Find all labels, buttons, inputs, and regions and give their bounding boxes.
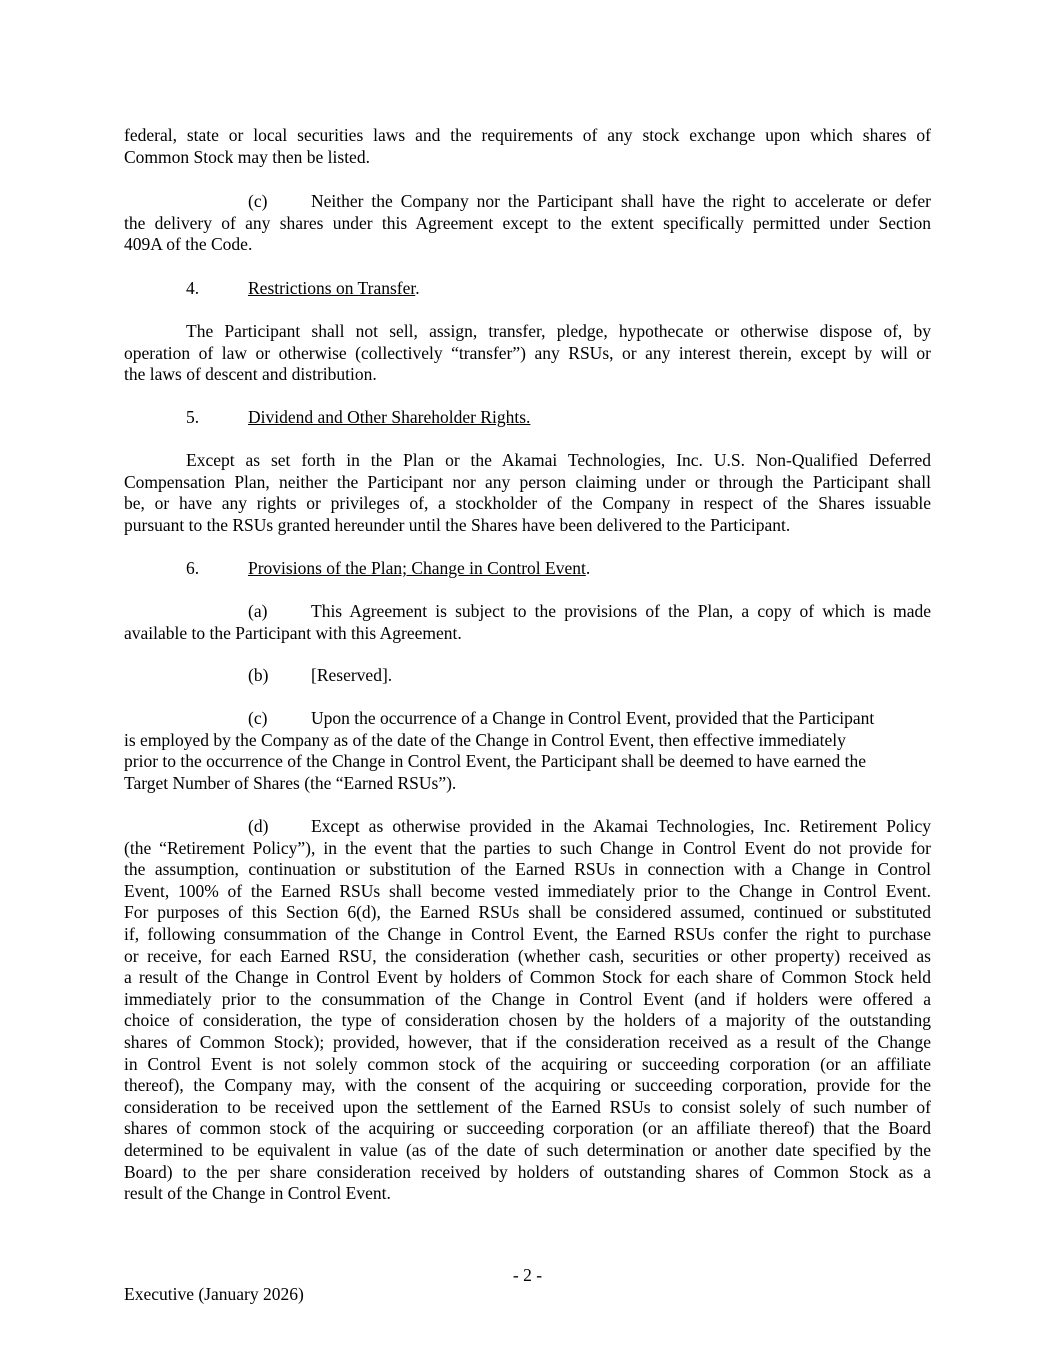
text-line: Target Number of Shares (the “Earned RSUs”). [124,772,457,793]
text-line: prior to the occurrence of the Change in Control Event, the Participant shall be deemed to have earned the [124,751,867,772]
text-line: determined to be equivalent in value (as of the date of such determination or another date specified by the [124,1139,931,1160]
text-line: immediately prior to the consummation of the Change in Control Event (and if holders were offered a [124,988,931,1009]
text-line: federal, state or local securities laws and the requirements of any stock exchange upon which shares of [124,125,931,145]
text-line: in Control Event is not solely common stock of the acquiring or succeeding corporation (or an affiliate [124,1053,931,1074]
text-line: or receive, for each Earned RSU, the consideration (whether cash, securities or other property) received as [124,945,931,966]
section-number: 6. [186,558,200,578]
text-line: Upon the occurrence of a Change in Control Event, provided that the Participant [311,708,875,728]
text-line: the delivery of any shares under this Agreement except to the extent specifically permitted under Section [124,212,931,233]
subsection-label: (b) [248,665,269,685]
subsection-label: (a) [248,601,268,621]
paragraph-section-4-body [124,321,931,386]
paragraph-section-6a [124,601,931,644]
paragraph-section-5-body [124,450,931,536]
text-line: if, following consummation of the Change in Control Event, the Earned RSUs confer the right to purchase [124,923,931,944]
subsection-label: (c) [248,708,268,728]
text-line: be, or have any rights or privileges of, a stockholder of the Company in respect of the Shares issuable [124,493,931,514]
footer-text: Executive (January 2026) [124,1284,304,1304]
section-title: Dividend and Other Shareholder Rights. [248,407,531,427]
text-line: Except as set forth in the Plan or the Akamai Technologies, Inc. U.S. Non-Qualified Deferred [186,450,931,470]
section-title-suffix: . [415,278,420,298]
paragraph-continuation [124,125,931,168]
text-line: consideration to be received upon the settlement of the Earned RSUs to consist solely of such number of [124,1096,931,1117]
text-line: For purposes of this Section 6(d), the Earned RSUs shall be considered assumed, continued or substituted [124,902,931,923]
text-line: Event, 100% of the Earned RSUs shall become vested immediately prior to the Change in Control Event. [124,880,931,901]
paragraph-section-6c [124,708,931,794]
section-title: Provisions of the Plan; Change in Control Event [248,558,586,578]
page-number: - 2 - [512,1265,543,1285]
text-line: a result of the Change in Control Event by holders of Common Stock for each share of Common Stock held [124,967,931,988]
text-line: available to the Participant with this Agreement. [124,622,462,643]
section-number: 4. [186,278,200,298]
text-line: Except as otherwise provided in the Akamai Technologies, Inc. Retirement Policy [311,816,931,836]
text-line: [Reserved]. [311,665,393,685]
section-title: Restrictions on Transfer [248,278,416,298]
section-title-suffix: . [585,558,591,578]
text-line: The Participant shall not sell, assign, transfer, pledge, hypothecate or otherwise dispose of, by [186,321,931,341]
section-heading [124,278,931,300]
text-line: Common Stock may then be listed. [124,146,370,167]
text-line: shares of Common Stock); provided, however, that if the consideration received as a result of the Change [124,1031,931,1052]
paragraph-section-3c [124,191,931,256]
paragraph-section-6d [124,816,931,1205]
subsection-label: (c) [248,191,268,211]
section-number: 5. [186,407,200,427]
paragraph-section-6b [124,665,931,687]
text-line: This Agreement is subject to the provisions of the Plan, a copy of which is made [311,601,931,621]
text-line: is employed by the Company as of the date of the Change in Control Event, then effective immediately [124,729,846,750]
text-line: (the “Retirement Policy”), in the event that the parties to such Change in Control Event do not provide for [124,837,931,858]
text-line: Compensation Plan, neither the Participant nor any person claiming under or through the Participant shall [124,471,931,492]
section-heading [124,558,931,580]
section-heading [124,407,931,429]
text-line: operation of law or otherwise (collectively “transfer”) any RSUs, or any interest therein, except by will or [124,342,931,363]
text-line: the laws of descent and distribution. [124,364,377,385]
text-line: result of the Change in Control Event. [124,1183,391,1204]
text-line: choice of consideration, the type of consideration chosen by the holders of a majority of the outstanding [124,1010,931,1031]
text-line: the assumption, continuation or substitution of the Earned RSUs in connection with a Change in Control [124,859,931,880]
subsection-label: (d) [248,816,269,836]
text-line: Neither the Company nor the Participant shall have the right to accelerate or defer [311,191,931,211]
text-line: Board) to the per share consideration received by holders of outstanding shares of Common Stock as a [124,1161,931,1182]
text-line: shares of common stock of the acquiring or succeeding corporation (or an affiliate thereof) that the Board [124,1118,931,1139]
text-line: pursuant to the RSUs granted hereunder until the Shares have been delivered to the Participant. [124,514,791,535]
text-line: thereof), the Company may, with the consent of the acquiring or succeeding corporation, provide for the [124,1075,931,1096]
text-line: 409A of the Code. [124,234,253,255]
